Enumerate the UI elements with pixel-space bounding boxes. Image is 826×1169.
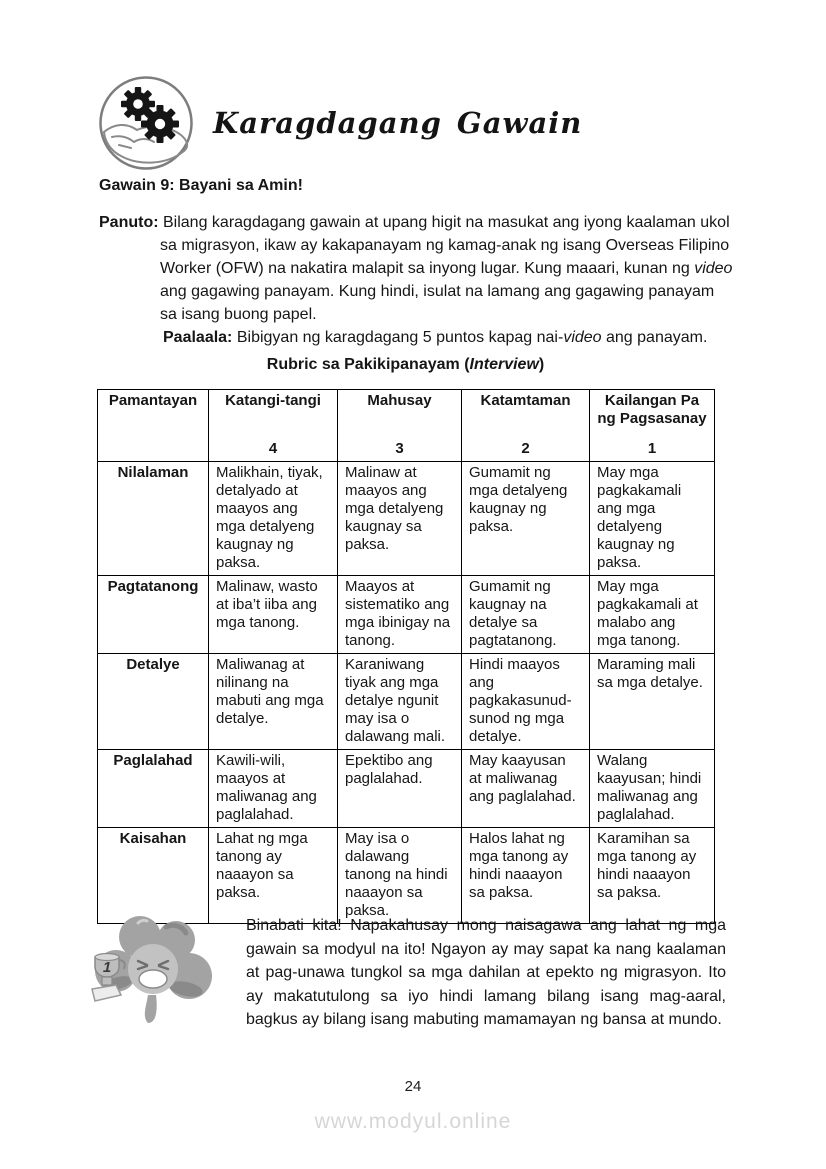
rubric-header	[98, 390, 715, 462]
rubric-header-cell	[98, 390, 209, 462]
instructions-label: Panuto:	[99, 214, 159, 231]
rubric-row	[98, 462, 715, 576]
column-score: 1	[647, 440, 657, 457]
rubric-header-cell	[462, 390, 590, 462]
rubric-cell: Malikhain, tiyak, detalyado at maayos ang mga detalyeng kaugnay ng paksa.	[209, 462, 338, 576]
rubric-criterion: Detalye	[98, 654, 209, 750]
smile-icon	[139, 970, 167, 988]
instructions-paragraph	[99, 211, 735, 326]
rubric-row	[98, 750, 715, 828]
column-label: Kailangan Pa ng Pagsasanay	[597, 392, 707, 427]
rubric-cell: Walang kaayusan; hindi maliwanag ang paglalahad.	[590, 750, 715, 828]
rubric-cell: Gumamit ng kaugnay na detalye sa pagtatanong.	[462, 576, 590, 654]
rubric-cell: Lahat ng mga tanong ay naaayon sa paksa.	[209, 828, 338, 924]
reminder-line	[99, 326, 735, 349]
rubric-cell: Karamihan sa mga tanong ay hindi naaayon sa paksa.	[590, 828, 715, 924]
closing-block	[86, 901, 736, 1032]
rubric-header-cell	[590, 390, 715, 462]
column-score: 2	[521, 440, 530, 457]
rubric-cell: May mga pagkakamali at malabo ang mga tanong.	[590, 576, 715, 654]
rubric-cell: Maliwanag at nilinang na mabuti ang mga detalye.	[209, 654, 338, 750]
rubric-cell: Kawili-wili, maayos at maliwanag ang paglalahad.	[209, 750, 338, 828]
trophy-number: 1	[102, 959, 112, 976]
column-label: Katamtaman	[480, 392, 571, 409]
closing-message: Binabati kita! Napakahusay mong naisagawa ang lahat ng mga gawain sa modyul na ito! Ngayon ay may sapat ka nang kaalaman at pag-unawa tungkol sa mga dahilan at epekto ng migrasyon. Ito ay makatutulong sa iyo hindi lamang bilang isang mag-aaral, bagkus ay bilang isang mabuting mamamayan ng bansa at mundo.	[246, 917, 726, 1028]
column-label: Pamantayan	[108, 392, 198, 409]
rubric-cell: May kaayusan at maliwanag ang paglalahad.	[462, 750, 590, 828]
column-label: Mahusay	[367, 392, 432, 409]
column-score: 4	[268, 440, 278, 457]
rubric-criterion: Paglalahad	[98, 750, 209, 828]
watermark: www.modyul.online	[314, 1110, 512, 1133]
page-number: 24	[404, 1078, 422, 1095]
rubric-row	[98, 654, 715, 750]
section-title: Karagdagang Gawain	[213, 106, 583, 140]
rubric-criterion: Pagtatanong	[98, 576, 209, 654]
rubric-cell: Gumamit ng mga detalyeng kaugnay ng paksa.	[462, 462, 590, 576]
column-label: Katangi-tangi	[225, 392, 321, 409]
rubric-cell: Malinaw at maayos ang mga detalyeng kaugnay sa paksa.	[338, 462, 462, 576]
reminder-text: Bibigyan ng karagdagang 5 puntos kapag nai-video ang panayam.	[232, 329, 708, 346]
rubric-header-cell	[338, 390, 462, 462]
rubric-header-cell	[209, 390, 338, 462]
gears-in-hand-icon	[97, 74, 195, 172]
rubric-cell: Hindi maayos ang pagkakasunud-sunod ng mga detalye.	[462, 654, 590, 750]
rubric-table	[97, 389, 715, 924]
gear-icon	[141, 105, 179, 143]
rubric-cell: Malinaw, wasto at iba’t iiba ang mga tanong.	[209, 576, 338, 654]
column-score: 3	[395, 440, 404, 457]
rubric-cell: Halos lahat ng mga tanong ay hindi naaayon sa paksa.	[462, 828, 590, 924]
instructions	[99, 211, 735, 349]
rubric-cell: Maraming mali sa mga detalye.	[590, 654, 715, 750]
rubric-header-row	[98, 390, 715, 462]
reminder-label: Paalaala:	[163, 329, 233, 346]
section-header	[97, 74, 582, 172]
rubric-criterion: Nilalaman	[98, 462, 209, 576]
rubric-row	[98, 576, 715, 654]
rubric-cell: Epektibo ang paglalahad.	[338, 750, 462, 828]
rubric-cell: Maayos at sistematiko ang mga ibinigay na tanong.	[338, 576, 462, 654]
instructions-text: Bilang karagdagang gawain at upang higit na masukat ang iyong kaalaman ukol sa migrasyon, ikaw ay kakapanayam ng kamag-anak ng isang Overseas Filipino Worker (OFW) na nakatira malapit sa inyong lugar. Kung maaari, kunan ng video ang gagawing panayam. Kung hindi, isulat na lamang ang gagawing panayam sa isang buong papel.	[160, 214, 733, 323]
rubric-body	[98, 462, 715, 924]
rubric-cell: Karaniwang tiyak ang mga detalye ngunit may isa o dalawang mali.	[338, 654, 462, 750]
rubric-title: Rubric sa Pakikipanayam (Interview)	[266, 356, 545, 373]
rubric-cell: May isa o dalawang tanong na hindi naaayon sa paksa.	[338, 828, 462, 924]
rubric-cell: May mga pagkakamali ang mga detalyeng kaugnay ng paksa.	[590, 462, 715, 576]
clover-champion-mascot-icon	[86, 909, 218, 1031]
rubric-criterion: Kaisahan	[98, 828, 209, 924]
activity-heading: Gawain 9: Bayani sa Amin!	[99, 177, 303, 194]
